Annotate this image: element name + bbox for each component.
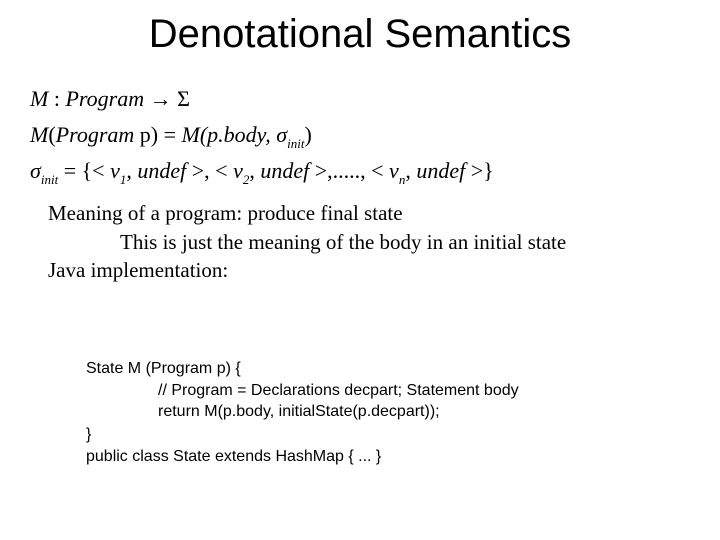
formula-v2-sub: 2	[242, 172, 250, 187]
formula-v2: v	[233, 158, 243, 183]
formula-colon: :	[48, 86, 66, 111]
text-line-body-meaning: This is just the meaning of the body in an initial state	[120, 230, 567, 254]
formula-undef: undef	[137, 158, 187, 183]
formula-close: ) =	[150, 122, 182, 147]
formula-v1: v	[110, 158, 120, 183]
formula-sigma: σ	[270, 122, 288, 147]
formula-end: )	[304, 122, 312, 147]
formula-sep: >,....., <	[309, 158, 390, 183]
formula-sep: ,	[249, 158, 261, 183]
formula-program: Program	[55, 122, 135, 147]
formula-m: M	[30, 86, 49, 111]
formula-open: (	[48, 122, 56, 147]
formula-sep: >}	[465, 158, 494, 183]
formula-sep: ,	[405, 158, 417, 183]
formula-sigma: σ	[30, 158, 41, 183]
formula-meaning-program	[30, 120, 312, 150]
formula-eq: = {<	[58, 158, 111, 183]
formula-v1-sub: 1	[119, 172, 127, 187]
formula-vn-sub: n	[398, 172, 406, 187]
formula-sep: ,	[126, 158, 138, 183]
formula-program: Program	[65, 86, 145, 111]
code-line: public class State extends HashMap { ... }	[86, 448, 382, 465]
formula-m-body: M(p.body,	[181, 122, 271, 147]
formula-meaning-signature	[30, 84, 190, 114]
code-line: State M (Program p) {	[86, 360, 241, 377]
formula-sigma-set: Σ	[177, 86, 190, 111]
formula-undef: undef	[416, 158, 466, 183]
code-line: }	[86, 426, 92, 443]
code-line: return M(p.body, initialState(p.decpart));	[158, 403, 440, 420]
code-line: // Program = Declarations decpart; Statement body	[158, 382, 519, 399]
formula-sigma-sub: init	[287, 136, 305, 151]
slide-title: Denotational Semantics	[148, 12, 572, 56]
formula-sigma-sub: init	[40, 172, 59, 187]
formula-p: p	[134, 122, 151, 147]
formula-initial-state	[30, 156, 494, 186]
formula-undef: undef	[260, 158, 310, 183]
formula-arrow: →	[144, 86, 178, 111]
text-line-java: Java implementation:	[48, 258, 229, 282]
text-line-meaning: Meaning of a program: produce final state	[48, 201, 403, 225]
formula-sep: >, <	[186, 158, 234, 183]
formula-vn: v	[389, 158, 399, 183]
formula-m: M	[30, 122, 49, 147]
